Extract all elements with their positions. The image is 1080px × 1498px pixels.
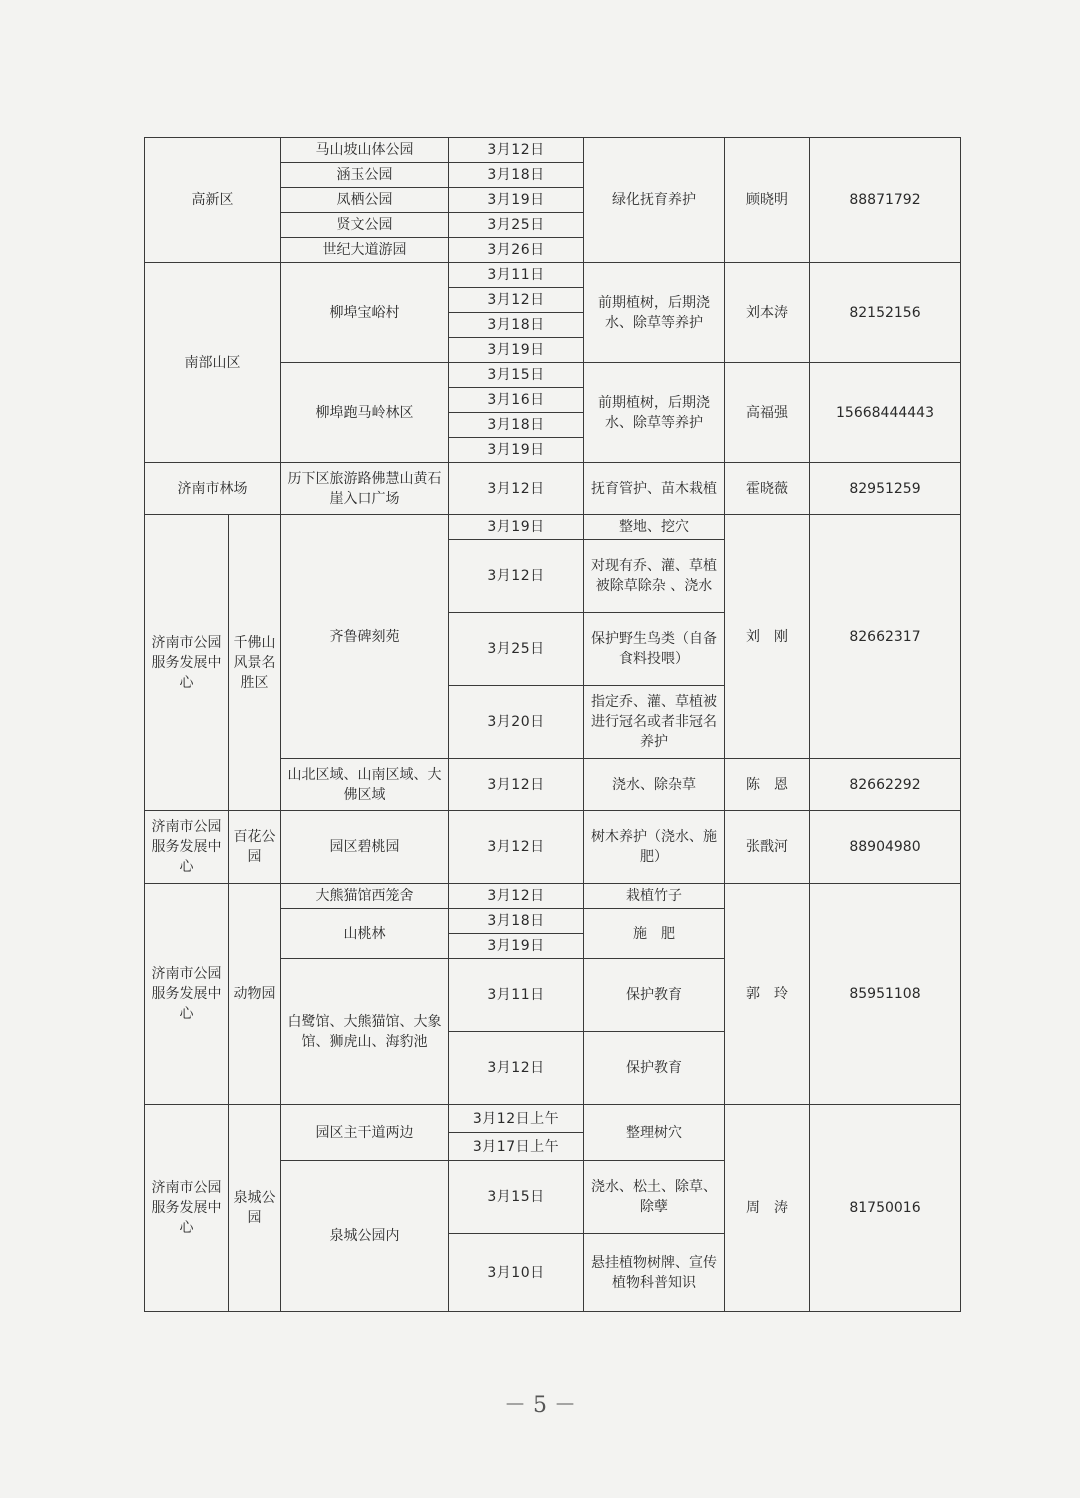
location-cell: 大熊猫馆西笼舍 (281, 884, 449, 909)
activity-cell: 抚育管护、苗木栽植 (584, 463, 725, 515)
location-cell: 园区主干道两边 (281, 1105, 449, 1161)
location-cell: 白鹭馆、大熊猫馆、大象馆、狮虎山、海豹池 (281, 959, 449, 1105)
phone-cell: 15668444443 (810, 363, 961, 463)
phone-cell: 82951259 (810, 463, 961, 515)
table-row (145, 515, 961, 540)
activity-cell: 整理树穴 (584, 1105, 725, 1161)
date-cell: 3月19日 (449, 338, 584, 363)
district-cell: 济南市公园服务发展中心 (145, 515, 229, 811)
date-cell: 3月11日 (449, 263, 584, 288)
location-cell: 山北区域、山南区域、大佛区域 (281, 759, 449, 811)
date-cell: 3月18日 (449, 413, 584, 438)
date-cell: 3月25日 (449, 613, 584, 686)
date-cell: 3月12日 (449, 138, 584, 163)
date-cell: 3月15日 (449, 363, 584, 388)
location-cell: 历下区旅游路佛慧山黄石崖入口广场 (281, 463, 449, 515)
activity-cell: 前期植树，后期浇水、除草等养护 (584, 263, 725, 363)
district-cell: 南部山区 (145, 263, 281, 463)
activity-cell: 整地、挖穴 (584, 515, 725, 540)
unit-cell: 千佛山风景名胜区 (229, 515, 281, 811)
activity-cell: 指定乔、灌、草植被进行冠名或者非冠名养护 (584, 686, 725, 759)
contact-cell: 郭 玲 (725, 884, 810, 1105)
location-cell: 凤栖公园 (281, 188, 449, 213)
location-cell: 园区碧桃园 (281, 811, 449, 884)
location-cell: 柳埠宝峪村 (281, 263, 449, 363)
location-cell: 山桃林 (281, 909, 449, 959)
date-cell: 3月11日 (449, 959, 584, 1032)
phone-cell: 82152156 (810, 263, 961, 363)
activity-cell: 悬挂植物树牌、宣传植物科普知识 (584, 1234, 725, 1312)
contact-cell: 高福强 (725, 363, 810, 463)
activity-cell: 保护教育 (584, 1032, 725, 1105)
activity-cell: 保护教育 (584, 959, 725, 1032)
unit-cell: 泉城公园 (229, 1105, 281, 1312)
contact-cell: 霍晓薇 (725, 463, 810, 515)
date-cell: 3月12日 (449, 884, 584, 909)
activity-cell: 绿化抚育养护 (584, 138, 725, 263)
activity-cell: 对现有乔、灌、草植被除草除杂 、浇水 (584, 540, 725, 613)
page-number: － 5 － (504, 1393, 576, 1418)
location-cell: 泉城公园内 (281, 1161, 449, 1312)
location-cell: 齐鲁碑刻苑 (281, 515, 449, 759)
location-cell: 柳埠跑马岭林区 (281, 363, 449, 463)
phone-cell: 82662317 (810, 515, 961, 759)
activity-cell: 浇水、除杂草 (584, 759, 725, 811)
phone-cell: 81750016 (810, 1105, 961, 1312)
location-cell: 世纪大道游园 (281, 238, 449, 263)
date-cell: 3月12日 (449, 540, 584, 613)
district-cell: 济南市公园服务发展中心 (145, 811, 229, 884)
date-cell: 3月16日 (449, 388, 584, 413)
phone-cell: 88904980 (810, 811, 961, 884)
activity-cell: 树木养护（浇水、施肥） (584, 811, 725, 884)
table-row (145, 138, 961, 163)
activity-cell: 栽植竹子 (584, 884, 725, 909)
district-cell: 济南市林场 (145, 463, 281, 515)
date-cell: 3月12日 (449, 759, 584, 811)
contact-cell: 张戬河 (725, 811, 810, 884)
date-cell: 3月19日 (449, 515, 584, 540)
date-cell: 3月12日上午 (449, 1105, 584, 1133)
date-cell: 3月12日 (449, 463, 584, 515)
date-cell: 3月17日上午 (449, 1133, 584, 1161)
contact-cell: 刘本涛 (725, 263, 810, 363)
date-cell: 3月10日 (449, 1234, 584, 1312)
date-cell: 3月26日 (449, 238, 584, 263)
date-cell: 3月18日 (449, 313, 584, 338)
contact-cell: 刘 刚 (725, 515, 810, 759)
table-row (145, 263, 961, 288)
date-cell: 3月15日 (449, 1161, 584, 1234)
unit-cell: 百花公园 (229, 811, 281, 884)
date-cell: 3月12日 (449, 288, 584, 313)
phone-cell: 82662292 (810, 759, 961, 811)
contact-cell: 陈 恩 (725, 759, 810, 811)
activity-cell: 浇水、松土、除草、除孽 (584, 1161, 725, 1234)
district-cell: 济南市公园服务发展中心 (145, 1105, 229, 1312)
activity-cell: 保护野生鸟类（自备食料投喂） (584, 613, 725, 686)
table-row (145, 811, 961, 884)
location-cell: 贤文公园 (281, 213, 449, 238)
unit-cell: 动物园 (229, 884, 281, 1105)
date-cell: 3月18日 (449, 163, 584, 188)
table-row (145, 463, 961, 515)
contact-cell: 周 涛 (725, 1105, 810, 1312)
district-cell: 高新区 (145, 138, 281, 263)
table-row (145, 1105, 961, 1133)
activity-cell: 前期植树，后期浇水、除草等养护 (584, 363, 725, 463)
table-row (145, 884, 961, 909)
date-cell: 3月20日 (449, 686, 584, 759)
date-cell: 3月12日 (449, 1032, 584, 1105)
date-cell: 3月12日 (449, 811, 584, 884)
phone-cell: 88871792 (810, 138, 961, 263)
date-cell: 3月19日 (449, 438, 584, 463)
activity-cell: 施 肥 (584, 909, 725, 959)
schedule-table (144, 137, 961, 1312)
date-cell: 3月18日 (449, 909, 584, 934)
date-cell: 3月25日 (449, 213, 584, 238)
location-cell: 马山坡山体公园 (281, 138, 449, 163)
date-cell: 3月19日 (449, 188, 584, 213)
contact-cell: 顾晓明 (725, 138, 810, 263)
date-cell: 3月19日 (449, 934, 584, 959)
phone-cell: 85951108 (810, 884, 961, 1105)
location-cell: 涵玉公园 (281, 163, 449, 188)
district-cell: 济南市公园服务发展中心 (145, 884, 229, 1105)
